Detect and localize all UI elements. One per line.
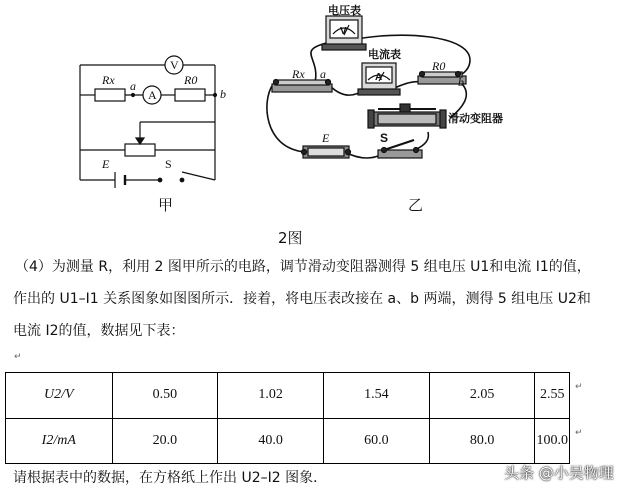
point-a-yi-label: a (320, 67, 326, 81)
problem-line-1: （4）为测量 R，利用 2 图甲所示的电路，调节滑动变阻器测得 5 组电压 U1和电流 I1的值， (15, 259, 591, 275)
resistor-r0 (175, 89, 205, 101)
figure-caption: 2图 (278, 229, 303, 247)
caption-jia: 甲 (158, 196, 174, 214)
r0-yi-label: R0 (432, 59, 446, 73)
ammeter-label: A (148, 88, 157, 102)
data-table (5, 372, 570, 464)
table-row-voltage (6, 373, 570, 419)
row-header-i2: I2/mA (6, 418, 113, 464)
switch-pivot (158, 178, 162, 182)
rx-board (272, 80, 332, 93)
ammeter-symbol-label: A (375, 72, 383, 83)
table-row-mark: ↵ (575, 428, 583, 438)
table-row-mark: ↵ (575, 382, 583, 392)
voltmeter-symbol-label: V (340, 26, 347, 37)
problem-line-4: 请根据表中的数据，在方格纸上作出 U2–I2 图象． (13, 470, 328, 486)
table-cell: 2.55 (535, 373, 570, 419)
table-cell: 2.05 (429, 373, 535, 419)
switch-contact (180, 178, 184, 182)
point-b-label: b (220, 87, 226, 101)
node-b-dot (214, 94, 217, 97)
rheostat-arrow-icon (136, 138, 144, 144)
resistor-rx (95, 89, 125, 101)
table-cell: 1.02 (218, 373, 324, 419)
point-b-yi-label: b (458, 75, 464, 89)
rx-yi-label: Rx (292, 67, 305, 81)
r0-label: R0 (184, 73, 198, 87)
emf-yi-label: E (322, 131, 330, 145)
switch-label: S (165, 157, 172, 171)
table-cell: 40.0 (218, 418, 324, 464)
rheostat-body (125, 144, 155, 156)
table-cell: 60.0 (324, 418, 430, 464)
rheostat-title: 滑动变阻器 (448, 112, 503, 125)
node-a-dot (132, 94, 135, 97)
ammeter-title: 电流表 (368, 48, 401, 61)
voltmeter-title: 电压表 (328, 4, 361, 17)
emf-label: E (102, 157, 110, 171)
return-mark: ↵ (14, 352, 22, 362)
caption-yi: 乙 (408, 196, 424, 214)
row-header-u2: U2/V (6, 373, 113, 419)
rx-label: Rx (102, 73, 115, 87)
circuit-jia-labels (101, 58, 226, 171)
battery-device (302, 146, 351, 158)
watermark: 头条 @小吴物理 (504, 464, 614, 482)
table-row-current (6, 418, 570, 464)
table-cell: 100.0 (535, 418, 570, 464)
table-cell: 20.0 (112, 418, 218, 464)
voltmeter-label: V (170, 58, 179, 72)
problem-line-2: 作出的 U1–I1 关系图象如图图所示．接着，将电压表改接在 a、b 两端，测得 5 组电压 U2和 (13, 291, 591, 307)
switch-yi-label: S (380, 131, 389, 145)
point-a-label: a (130, 79, 136, 93)
rheostat-device (368, 104, 446, 128)
table-cell: 80.0 (429, 418, 535, 464)
table-cell: 1.54 (324, 373, 430, 419)
table-cell: 0.50 (112, 373, 218, 419)
problem-line-3: 电流 I2的值，数据见下表： (13, 323, 185, 339)
